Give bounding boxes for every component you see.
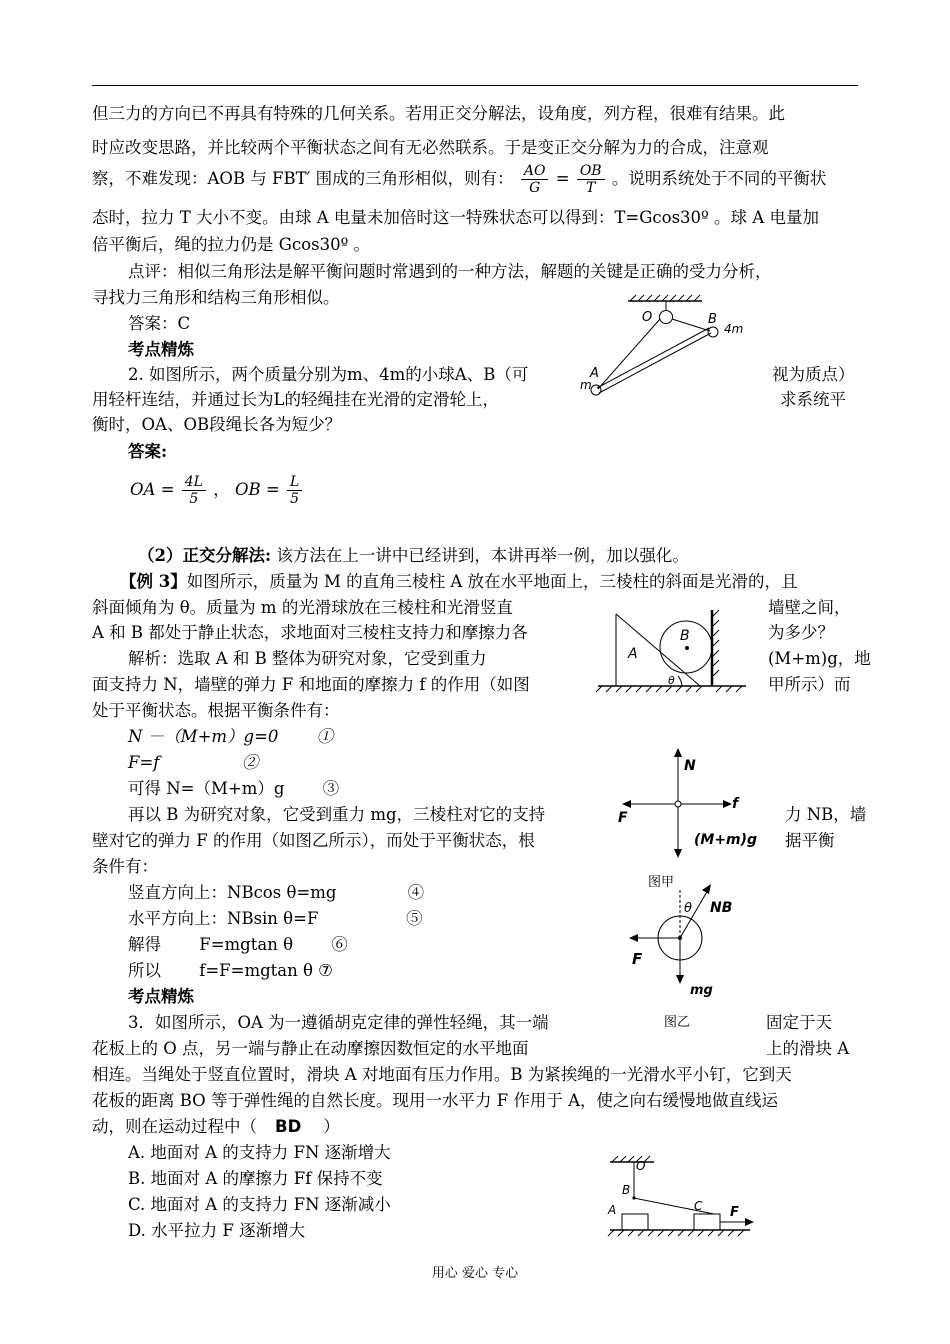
equation-4: 竖直方向上：NBcos θ=mg ④: [128, 883, 425, 902]
equation-2: F=f ②: [128, 753, 259, 772]
text-segment: 。说明系统处于不同的平衡状: [611, 169, 827, 188]
text-segment: 察，不难发现：AOB 与 FBT′ 围成的三角形相似，则有：: [92, 169, 514, 188]
fraction-l-5: $\frac{L}{5}$: [287, 474, 302, 507]
hooke-figure: [604, 1152, 756, 1240]
equation-6: 解得 F=mgtan θ ⑥: [128, 935, 348, 954]
header-rule: [92, 85, 858, 86]
example-label: 【例 3】: [120, 572, 187, 591]
option-d: D. 水平拉力 F 逐渐增大: [128, 1221, 306, 1240]
yi-label-nb: NB: [710, 900, 733, 916]
jia-label-mmg: (M+m)g: [694, 832, 758, 848]
pulley-label-4m: 4m: [724, 322, 744, 336]
option-b: B. 地面对 A 的摩擦力 Ff 保持不变: [128, 1169, 383, 1188]
pulley-figure: [580, 293, 760, 405]
section-title: （2）正交分解法:: [138, 546, 272, 565]
problem-line: 3．如图所示，OA 为一遵循胡克定律的弹性轻绳，其一端: [128, 1013, 549, 1032]
text-line: 但三力的方向已不再具有特殊的几何关系。若用正交分解法，设角度，列方程，很难有结果。此: [92, 104, 785, 123]
equation-5: 水平方向上：NBsin θ=F ⑤: [128, 909, 423, 928]
yi-label-theta: θ: [684, 901, 692, 916]
text-line: 处于平衡状态。根据平衡条件有：: [92, 701, 340, 720]
text-line: 态时，拉力 T 大小不变。由球 A 电量未加倍时这一特殊状态可以得到：T=Gcos30º 。球 A 电量加: [92, 208, 819, 227]
problem-line: 相连。当绳处于竖直位置时，滑块 A 对地面有压力作用。B 为紧挨绳的一光滑水平小钉，它到天: [92, 1065, 792, 1084]
text-segment: 该方法在上一讲中已经讲到，本讲再举一例，加以强化。: [276, 546, 689, 565]
problem-line: 花板的距离 BO 等于弹性绳的自然长度。现用一水平力 F 作用于 A，使之向右缓慢地做直线运: [92, 1091, 779, 1110]
problem-line: 用轻杆连结，并通过长为L的轻绳挂在光滑的定滑轮上，: [92, 390, 499, 409]
problem-line: 花板上的 O 点，另一端与静止在动摩擦因数恒定的水平地面: [92, 1039, 529, 1058]
wedge-figure: [596, 606, 754, 696]
pulley-label-m: m: [580, 378, 592, 392]
yi-label-mg: mg: [690, 983, 713, 998]
force-diagram-yi: [618, 870, 748, 1038]
equation-7: 所以 f=F=mgtan θ ⑦: [128, 961, 333, 980]
section-heading: 考点精炼: [128, 340, 194, 359]
hooke-label-a: A: [608, 1203, 617, 1217]
wedge-label-a: A: [628, 646, 638, 662]
fraction-ao-g: $\frac{AO}{G}$: [521, 163, 549, 196]
pulley-label-b: B: [708, 312, 717, 327]
problem-line-right: 求系统平: [780, 390, 846, 409]
text-line-right: 据平衡: [785, 831, 835, 850]
fraction-ob-t: $\frac{OB}{T}$: [577, 163, 605, 196]
answer-line: 答案：C: [128, 314, 191, 333]
hooke-label-o: O: [636, 1159, 646, 1173]
comment-line: 点评：相似三角形法是解平衡问题时常遇到的一种方法，解题的关键是正确的受力分析，: [128, 262, 772, 281]
hooke-label-b: B: [622, 1183, 631, 1197]
answer-heading: 答案:: [128, 442, 168, 461]
text-line-right: 甲所示）而: [768, 675, 851, 694]
equation-1: N －（M+m）g=0 ①: [128, 727, 334, 746]
problem-line: 2. 如图所示，两个质量分别为m、4m的小球A、B（可: [128, 365, 529, 384]
section-heading: 考点精炼: [128, 987, 194, 1006]
problem-line-right: 视为质点）: [772, 365, 855, 384]
yi-caption: 图乙: [664, 1015, 691, 1030]
text-segment: 如图所示，质量为 M 的直角三棱柱 A 放在水平地面上，三棱柱的斜面是光滑的，且: [186, 572, 798, 591]
equals-sign: =: [555, 169, 570, 188]
jia-label-f: F: [618, 810, 628, 826]
text-line: 寻找力三角形和结构三角形相似。: [92, 288, 340, 307]
answer-formula: OA = $\frac{4L}{5}$ ， OB = $\frac{L}{5}$: [130, 474, 304, 507]
problem-line: 动，则在运动过程中（ BD ）: [92, 1117, 340, 1136]
problem-line: 衡时，OA、OB段绳长各为短少？: [92, 415, 342, 434]
jia-caption: 图甲: [648, 875, 675, 890]
text-line: 倍平衡后，绳的拉力仍是 Gcos30º 。: [92, 235, 371, 254]
equation-3: 可得 N=（M+m）g ③: [128, 779, 340, 798]
pulley-label-o: O: [642, 310, 653, 325]
text-line: A 和 B 都处于静止状态，求地面对三棱柱支持力和摩擦力各: [92, 623, 528, 642]
text-line-with-fraction: [92, 163, 826, 196]
text-line-right: 为多少？: [768, 623, 834, 642]
text-line: 壁对它的弹力 F 的作用（如图乙所示），而处于平衡状态，根: [92, 831, 535, 850]
text-line: 时应改变思路，并比较两个平衡状态之间有无必然联系。于是变正交分解为力的合成，注意观: [92, 138, 769, 157]
text-line-right: 墙壁之间，: [768, 598, 851, 617]
hooke-label-c: C: [694, 1199, 703, 1213]
option-a: A. 地面对 A 的支持力 FN 逐渐增大: [128, 1143, 391, 1162]
wedge-label-theta: θ: [668, 674, 675, 687]
text-line-right: (M+m)g，地: [768, 649, 871, 668]
text-line: 条件有：: [92, 857, 158, 876]
section-line: [138, 545, 689, 567]
jia-label-f-small: f: [732, 796, 739, 812]
wedge-label-b: B: [680, 628, 690, 644]
text-line: 面支持力 N，墙壁的弹力 F 和地面的摩擦力 f 的作用（如图: [92, 675, 530, 694]
problem-line-right: 固定于天: [766, 1013, 832, 1032]
yi-label-f: F: [632, 950, 643, 968]
text-line: 再以 B 为研究对象，它受到重力 mg，三棱柱对它的支持: [128, 805, 546, 824]
fraction-4l-5: $\frac{4L}{5}$: [182, 474, 206, 507]
page-footer: 用心 爱心 专心: [431, 1266, 519, 1281]
text-line-right: 力 NB，墙: [785, 805, 867, 824]
hooke-label-f: F: [730, 1205, 739, 1220]
example-line: [120, 571, 798, 593]
option-c: C. 地面对 A 的支持力 FN 逐渐减小: [128, 1195, 391, 1214]
jia-label-n: N: [684, 758, 696, 774]
text-line: 斜面倾角为 θ。质量为 m 的光滑球放在三棱柱和光滑竖直: [92, 598, 513, 617]
pulley-label-a: A: [590, 366, 599, 381]
text-line: 解析：选取 A 和 B 整体为研究对象，它受到重力: [128, 649, 487, 668]
problem-line-right: 上的滑块 A: [766, 1039, 850, 1058]
answer-choice: BD: [275, 1117, 302, 1136]
